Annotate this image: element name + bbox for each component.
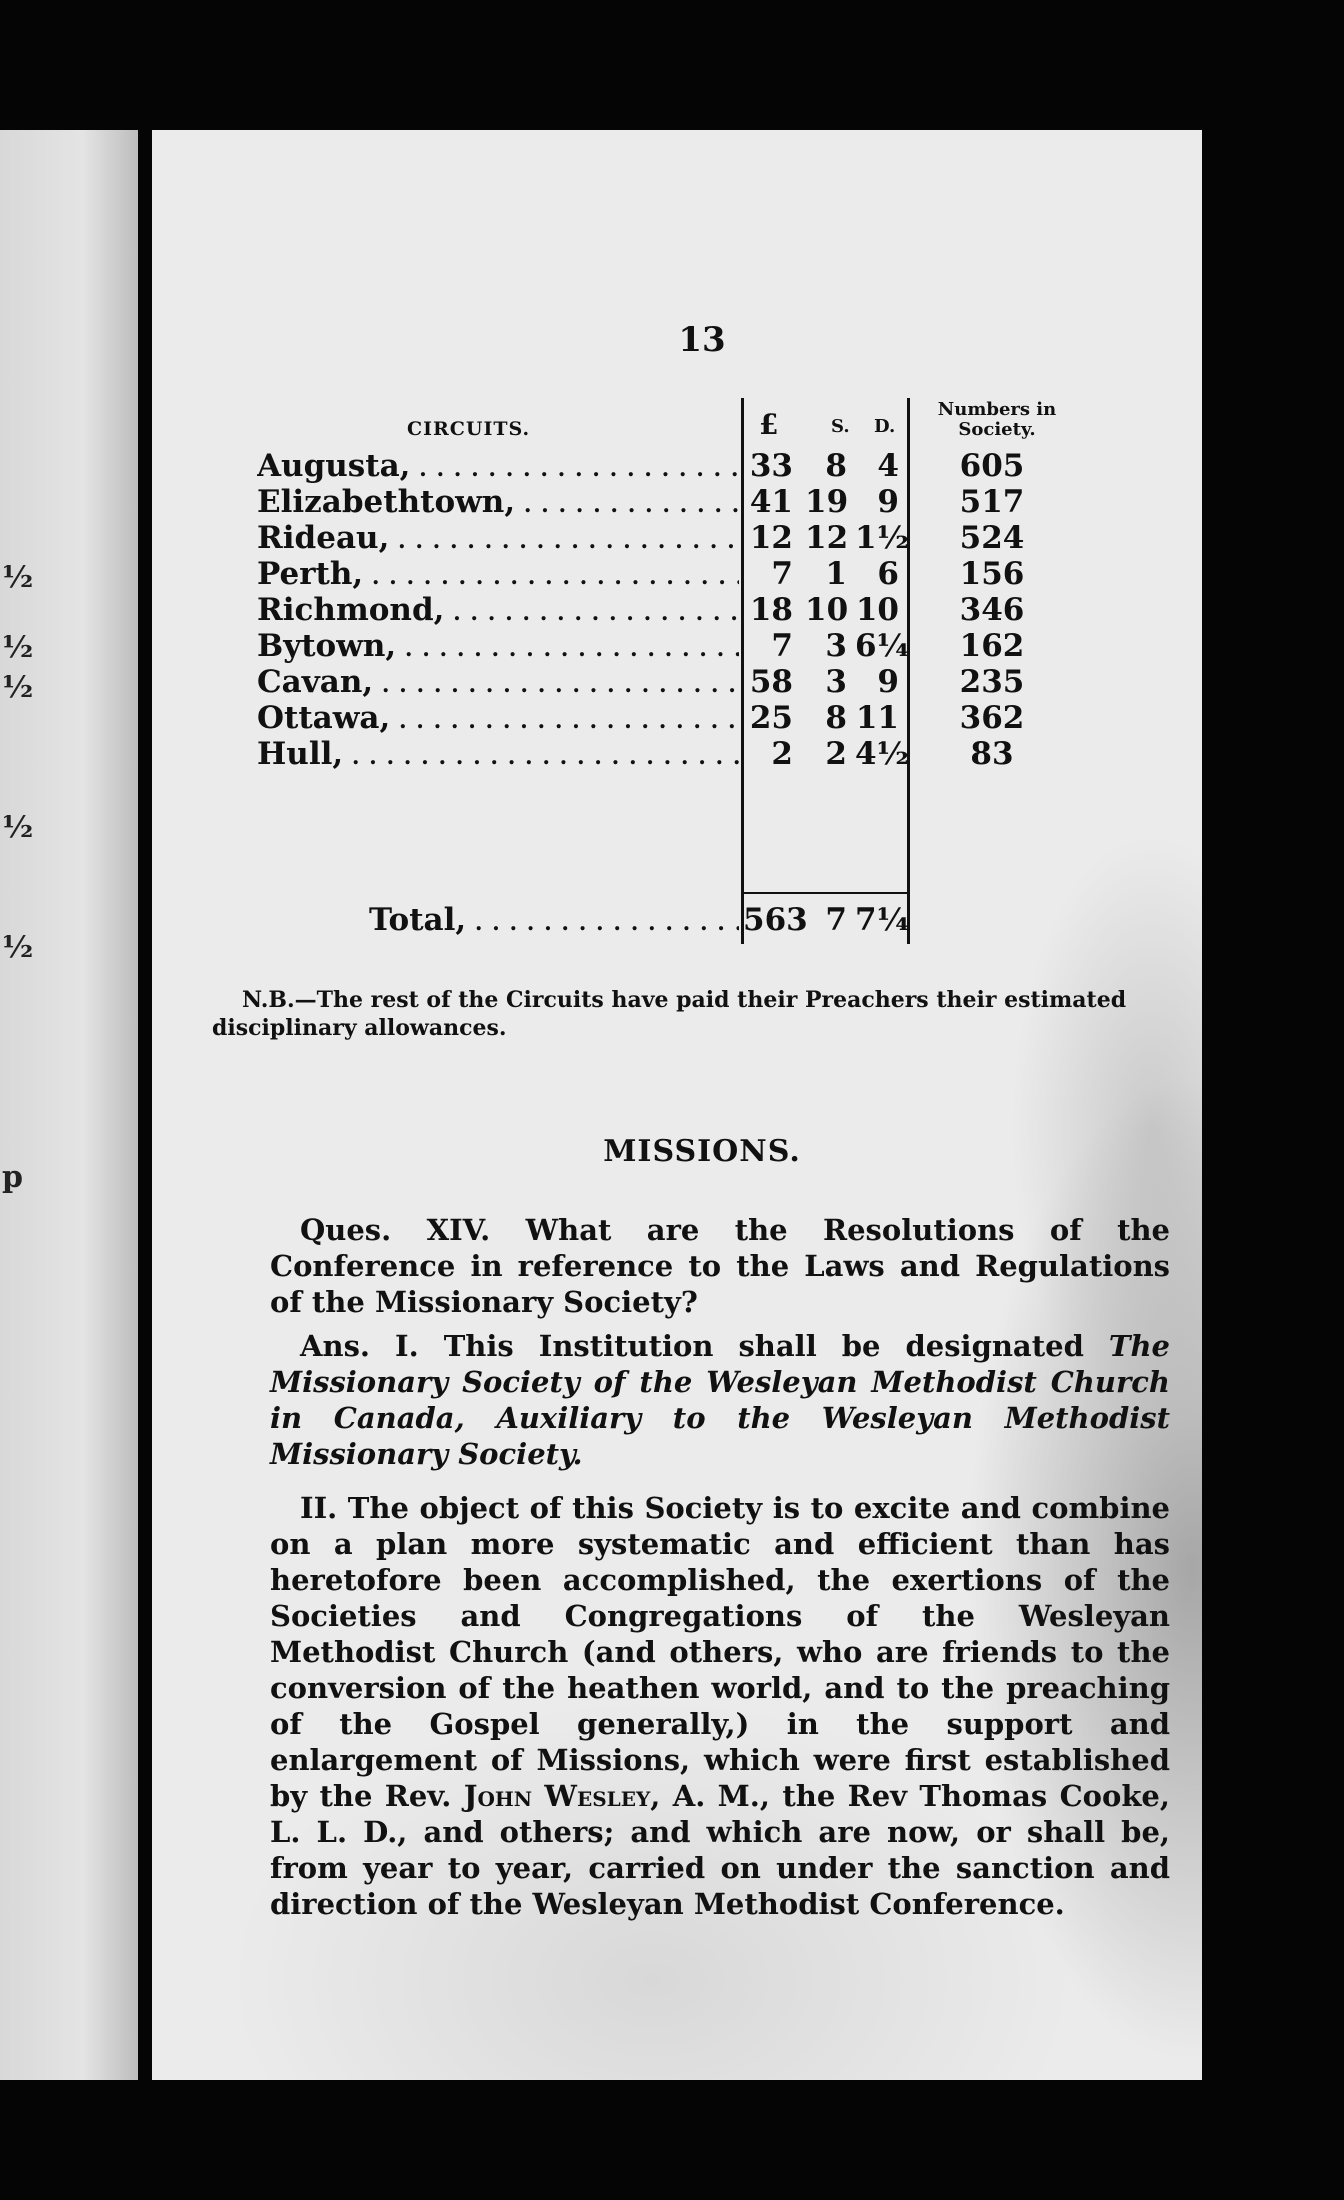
circuit-name: Elizabethtown, . . . [257,484,739,523]
footnote: N.B.—The rest of the Circuits have paid their Preachers their estimated disciplinary allowances. [212,987,1127,1041]
total-shillings: 7 [825,902,847,938]
total-label: Total, . . . [369,902,739,941]
header-pounds: £ [759,408,779,441]
pence-cell: 10 [855,592,899,628]
numbers-cell: 83 [970,736,1014,772]
circuit-name: Cavan, . . . [257,664,739,703]
table-row [257,520,1097,556]
circuit-name: Richmond, . . . [257,592,739,631]
circuit-name: Hull, . . . [257,736,739,775]
table-row [257,484,1097,520]
numbers-cell: 362 [959,700,1025,736]
pounds-cell: 7 [771,628,793,664]
table-row [257,448,1097,484]
header-shillings: S. [831,416,850,437]
shillings-cell: 8 [825,700,847,736]
answer-one-paragraph [270,1328,1170,1472]
numbers-cell: 517 [959,484,1025,520]
table-row [257,592,1097,628]
numbers-cell: 524 [959,520,1025,556]
total-rule [741,892,909,894]
pence-cell: 9 [877,664,899,700]
name-small-caps: John Wesley [463,1779,651,1813]
page-number: 13 [678,320,726,360]
shillings-cell: 3 [825,664,847,700]
table-row [257,664,1097,700]
numbers-cell: 162 [959,628,1025,664]
circuit-name: Augusta, . . . [257,448,739,487]
answer-one-lead: Ans. I. This Institution shall be designated [300,1329,1109,1363]
header-numbers [917,400,1077,440]
shillings-cell: 12 [805,520,849,556]
answer-two-paragraph [270,1490,1170,1922]
shillings-cell: 8 [825,448,847,484]
facing-page-fragment: ½ [2,630,34,665]
circuit-name: Bytown, . . . [257,628,739,667]
numbers-cell: 346 [959,592,1025,628]
society-name: The Missionary Society of the Wesleyan Methodist Church in Canada, Auxiliary to the Wesleyan Methodist Missionary Society. [270,1329,1170,1471]
pence-cell: 1½ [855,520,909,556]
question-paragraph: Ques. XIV. What are the Resolutions of the Conference in reference to the Laws and Regulations of the Missionary Society? [270,1213,1170,1319]
numbers-cell: 156 [959,556,1025,592]
pence-cell: 4½ [855,736,909,772]
facing-page-fragment: ½ [2,930,34,965]
pounds-cell: 41 [749,484,793,520]
book-page [152,130,1202,2080]
pounds-cell: 12 [749,520,793,556]
table-row [257,700,1097,736]
circuit-name: Perth, . . . [257,556,739,595]
numbers-cell: 605 [959,448,1025,484]
facing-page-fragment: ½ [2,810,34,845]
pounds-cell: 58 [749,664,793,700]
header-numbers-line1: Numbers in [937,399,1057,420]
header-circuits: CIRCUITS. [407,418,531,440]
pence-cell: 4 [877,448,899,484]
shillings-cell: 10 [805,592,849,628]
circuit-name: Ottawa, . . . [257,700,739,739]
facing-page-fragment: ½ [2,670,34,705]
pounds-cell: 18 [749,592,793,628]
pence-cell: 11 [855,700,899,736]
pounds-cell: 33 [749,448,793,484]
pounds-cell: 25 [749,700,793,736]
shillings-cell: 1 [825,556,847,592]
circuit-name: Rideau, . . . [257,520,739,559]
facing-page-edge [0,130,138,2080]
shillings-cell: 2 [825,736,847,772]
shillings-cell: 3 [825,628,847,664]
total-pounds: 563 [743,902,808,938]
answer-two-text-end: , A. M., the Rev Thomas Cooke, L. L. D., and others; and which are now, or shall be, from year to year, carried on under the sanction and direction of the Wesleyan Methodist Conference. [270,1779,1170,1921]
table-row [257,556,1097,592]
numbers-cell: 235 [959,664,1025,700]
pounds-cell: 7 [771,556,793,592]
facing-page-fragment: p [2,1160,23,1195]
pence-cell: 6¼ [855,628,909,664]
header-pence: D. [874,416,896,437]
facing-page-fragment: ½ [2,560,34,595]
answer-two-text: II. The object of this Society is to excite and combine on a plan more systematic and efficient than has heretofore been accomplished, the exertions of the Societies and Congregations of the Wesleyan Methodist Church (and others, who are friends to the conversion of the heathen world, and to the preaching of the Gospel generally,) in the support and enlargement of Missions, which were first established by the Rev. [270,1491,1170,1813]
pence-cell: 9 [877,484,899,520]
section-title: MISSIONS. [603,1134,801,1169]
circuits-table [257,392,1097,952]
header-numbers-line2: Society. [958,419,1036,440]
total-row [257,902,1097,938]
pounds-cell: 2 [771,736,793,772]
pence-cell: 6 [877,556,899,592]
table-row [257,628,1097,664]
table-row [257,736,1097,772]
shillings-cell: 19 [805,484,849,520]
total-pence: 7¼ [855,902,909,938]
